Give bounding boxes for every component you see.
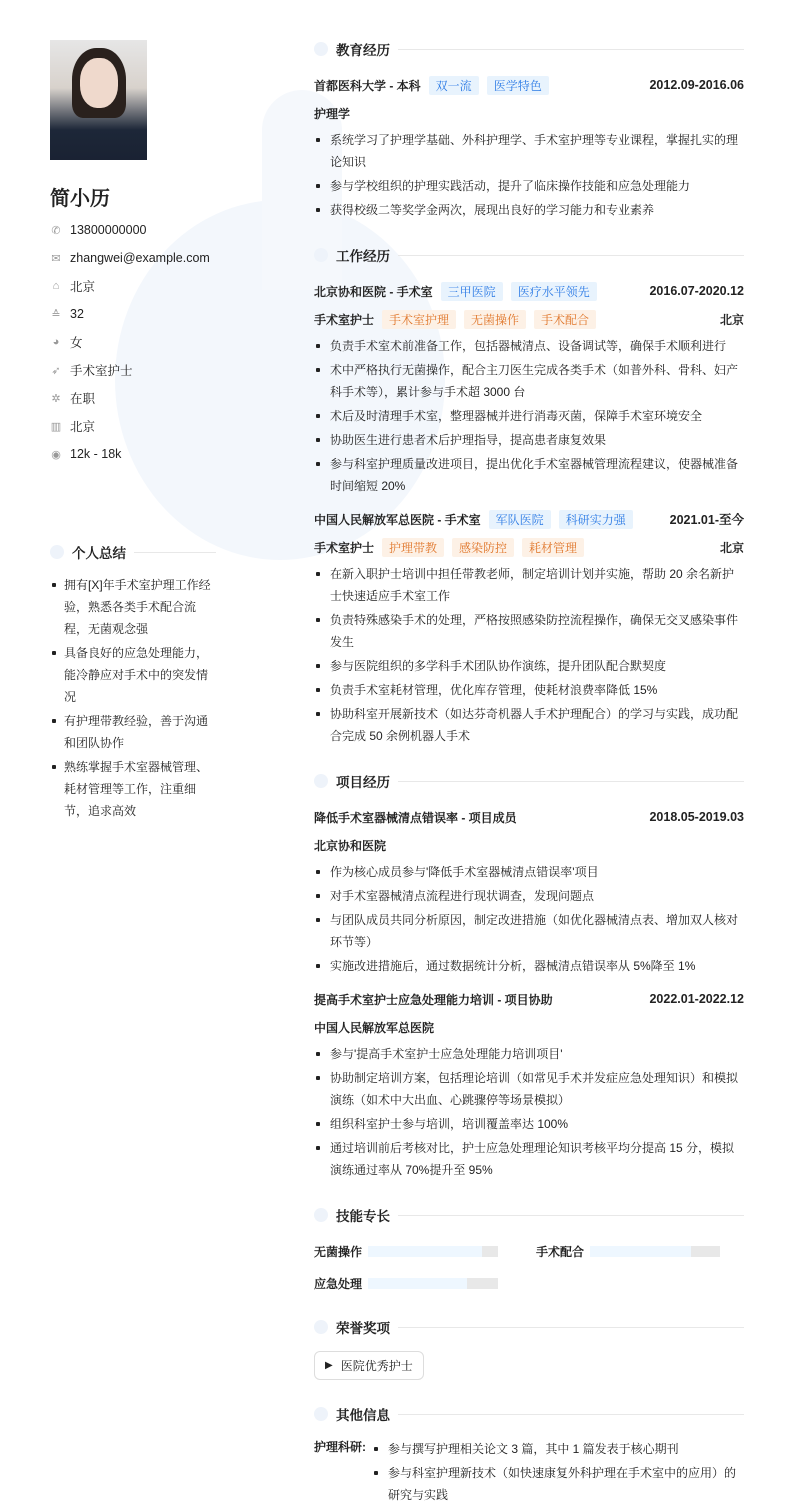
- section-work: [314, 243, 744, 747]
- award-label: 医院优秀护士: [340, 1359, 413, 1373]
- mail-icon: ✉: [51, 252, 61, 265]
- profile-photo: [50, 40, 147, 160]
- bullet-item: 负责手术室耗材管理，优化库存管理，使耗材浪费率降低 15%: [314, 679, 744, 701]
- tag: 双一流: [429, 76, 479, 95]
- skill-bar-fill: [368, 1278, 467, 1289]
- skill-bar: [368, 1278, 498, 1289]
- skill-name: 无菌操作: [314, 1244, 363, 1259]
- award-item[interactable]: [314, 1351, 424, 1380]
- tag: 医疗水平领先: [511, 282, 597, 301]
- entry: [314, 73, 744, 221]
- entry-bullets: [314, 1043, 744, 1181]
- contact-item: [50, 300, 216, 328]
- section-dot-icon: [314, 42, 328, 56]
- bullet-item: 系统学习了护理学基础、外科护理学、手术室护理等专业课程，掌握扎实的理论知识: [314, 129, 744, 173]
- entry-header: [314, 987, 744, 1011]
- skill-bar: [368, 1246, 498, 1257]
- entry-header: [314, 73, 744, 97]
- bullet-item: 参与撰写护理相关论文 3 篇，其中 1 篇发表于核心期刊: [372, 1438, 744, 1460]
- entry-subheader: [314, 1015, 744, 1039]
- section-header-other: [314, 1402, 744, 1426]
- contact-item: [50, 440, 216, 468]
- gender-icon: ◕: [52, 336, 60, 348]
- summary-item: 拥有[X]年手术室护理工作经验，熟悉各类手术配合流程，无菌观念强: [50, 574, 216, 640]
- section-header-education: [314, 37, 744, 61]
- candidate-name: 简小历: [50, 188, 110, 210]
- bullet-item: 协助制定培训方案，包括理论培训（如常见手术并发症应急处理知识）和模拟演练（如术中大出血、心跳骤停等场景模拟）: [314, 1067, 744, 1111]
- section-title: 技能专长: [336, 1209, 390, 1224]
- section-header-work: [314, 243, 744, 267]
- entry-title: 北京协和医院 - 手术室: [314, 284, 433, 299]
- entry-header: [314, 805, 744, 829]
- contact-item: [50, 384, 216, 412]
- building-icon: ▥: [50, 420, 62, 433]
- entry-title: 中国人民解放军总医院 - 手术室: [314, 512, 481, 527]
- divider: [398, 781, 744, 782]
- contact-value: zhangwei@example.com: [70, 251, 210, 265]
- entry-date: 2022.01-2022.12: [649, 992, 744, 1006]
- section-title: 个人总结: [72, 546, 126, 561]
- bullet-item: 对手术室器械清点流程进行现状调查，发现问题点: [314, 885, 744, 907]
- divider: [134, 552, 216, 553]
- entry-location: 北京: [719, 312, 744, 327]
- tag: 无菌操作: [464, 310, 526, 329]
- bullet-item: 与团队成员共同分析原因，制定改进措施（如优化器械清点表、增加双人核对环节等）: [314, 909, 744, 953]
- entry: [314, 987, 744, 1181]
- bullet-item: 参与医院组织的多学科手术团队协作演练，提升团队配合默契度: [314, 655, 744, 677]
- section-title: 教育经历: [336, 43, 390, 58]
- tag: 耗材管理: [522, 538, 584, 557]
- main-content: [314, 37, 744, 1508]
- status-icon: ✲: [51, 392, 61, 405]
- bullet-item: 负责手术室术前准备工作，包括器械清点、设备调试等，确保手术顺利进行: [314, 335, 744, 357]
- entry-bullets: [314, 129, 744, 221]
- contact-value: 北京: [70, 280, 96, 294]
- skills-grid: [314, 1239, 744, 1295]
- tag: 科研实力强: [559, 510, 633, 529]
- section-header-summary: [50, 540, 216, 564]
- contact-item: [50, 356, 216, 384]
- contact-value: 女: [70, 336, 83, 350]
- other-list: [372, 1438, 744, 1508]
- section-dot-icon: [50, 545, 64, 559]
- other-label: 护理科研:: [314, 1440, 366, 1454]
- entry-date: 2016.07-2020.12: [649, 284, 744, 298]
- bullet-item: 参与科室护理质量改进项目，提出优化手术室器械管理流程建议，使器械准备时间缩短 20%: [314, 453, 744, 497]
- summary-item: 有护理带教经验，善于沟通和团队协作: [50, 710, 216, 754]
- skill-name: 手术配合: [536, 1244, 585, 1259]
- entry-subtitle: 护理学: [314, 106, 351, 121]
- divider: [398, 1215, 744, 1216]
- skill-item: [314, 1239, 536, 1263]
- bullet-item: 实施改进措施后，通过数据统计分析，器械清点错误率从 5%降至 1%: [314, 955, 744, 977]
- summary-item: 具备良好的应急处理能力，能冷静应对手术中的突发情况: [50, 642, 216, 708]
- bullet-item: 通过培训前后考核对比，护士应急处理理论知识考核平均分提高 15 分，模拟演练通过率从 70%提升至 95%: [314, 1137, 744, 1181]
- section-dot-icon: [314, 1208, 328, 1222]
- sidebar: [50, 40, 216, 824]
- contact-item: [50, 328, 216, 356]
- section-dot-icon: [314, 774, 328, 788]
- section-header-skills: [314, 1203, 744, 1227]
- skill-bar-fill: [590, 1246, 691, 1257]
- contact-value: 13800000000: [70, 223, 147, 237]
- contact-value: 手术室护士: [70, 364, 133, 378]
- bullet-item: 在新入职护士培训中担任带教老师，制定培训计划并实施，帮助 20 余名新护士快速适应手术室工作: [314, 563, 744, 607]
- section-title: 工作经历: [336, 249, 390, 264]
- contact-list: [50, 216, 216, 468]
- bullet-item: 参与科室护理新技术（如快速康复外科护理在手术室中的应用）的研究与实践: [372, 1462, 744, 1506]
- bullet-item: 协助科室开展新技术（如达芬奇机器人手术护理配合）的学习与实践，成功配合完成 50 余例机器人手术: [314, 703, 744, 747]
- entry: [314, 805, 744, 977]
- entry-header: [314, 507, 744, 531]
- section-dot-icon: [314, 1407, 328, 1421]
- entry-subheader: [314, 535, 744, 559]
- tag: 护理带教: [382, 538, 444, 557]
- section-header-awards: [314, 1315, 744, 1339]
- divider: [398, 255, 744, 256]
- skill-bar-fill: [368, 1246, 482, 1257]
- bullet-item: 负责特殊感染手术的处理，严格按照感染防控流程操作，确保无交叉感染事件发生: [314, 609, 744, 653]
- home-icon: ⌂: [52, 280, 60, 292]
- skill-name: 应急处理: [314, 1276, 363, 1291]
- bullet-item: 组织科室护士参与培训，培训覆盖率达 100%: [314, 1113, 744, 1135]
- section-title: 项目经历: [336, 775, 390, 790]
- contact-value: 12k - 18k: [70, 447, 122, 461]
- contact-item: [50, 412, 216, 440]
- bullet-item: 参与'提高手术室护士应急处理能力培训项目': [314, 1043, 744, 1065]
- section-projects: [314, 769, 744, 1181]
- entry: [314, 279, 744, 497]
- salary-icon: ◉: [51, 448, 61, 461]
- entry: [314, 507, 744, 747]
- phone-icon: ✆: [51, 224, 61, 237]
- entry-subtitle: 手术室护士: [314, 312, 375, 327]
- skill-item: [314, 1271, 536, 1295]
- tag: 三甲医院: [441, 282, 503, 301]
- tag: 军队医院: [489, 510, 551, 529]
- bullet-item: 术中严格执行无菌操作，配合主刀医生完成各类手术（如普外科、骨科、妇产科手术等），累计参与手术超 3000 台: [314, 359, 744, 403]
- skill-bar: [590, 1246, 720, 1257]
- tag: 医学特色: [487, 76, 549, 95]
- bullet-item: 参与学校组织的护理实践活动，提升了临床操作技能和应急处理能力: [314, 175, 744, 197]
- contact-value: 在职: [70, 392, 96, 406]
- section-header-projects: [314, 769, 744, 793]
- entry-title: 提高手术室护士应急处理能力培训 - 项目协助: [314, 992, 553, 1007]
- entry-date: 2012.09-2016.06: [649, 78, 744, 92]
- bullet-item: 术后及时清理手术室，整理器械并进行消毒灭菌，保障手术室环境安全: [314, 405, 744, 427]
- entry-date: 2021.01-至今: [669, 513, 744, 527]
- contact-value: 北京: [70, 420, 96, 434]
- entry-subtitle: 北京协和医院: [314, 838, 387, 853]
- divider: [398, 1327, 744, 1328]
- contact-item: [50, 244, 216, 272]
- entry-subheader: [314, 101, 744, 125]
- tag: 手术室护理: [382, 310, 456, 329]
- tag: 感染防控: [452, 538, 514, 557]
- section-dot-icon: [314, 248, 328, 262]
- bullet-item: 获得校级二等奖学金两次，展现出良好的学习能力和专业素养: [314, 199, 744, 221]
- play-icon: ▶: [325, 1360, 333, 1371]
- divider: [398, 49, 744, 50]
- section-dot-icon: [314, 1320, 328, 1334]
- tag: 手术配合: [534, 310, 596, 329]
- skill-item: [536, 1239, 744, 1263]
- bullet-item: 作为核心成员参与'降低手术室器械清点错误率'项目: [314, 861, 744, 883]
- bullet-item: 协助医生进行患者术后护理指导，提高患者康复效果: [314, 429, 744, 451]
- other-group: [314, 1438, 744, 1508]
- summary-list: [50, 574, 216, 822]
- entry-bullets: [314, 335, 744, 497]
- entry-location: 北京: [719, 540, 744, 555]
- entry-header: [314, 279, 744, 303]
- contact-value: 32: [70, 307, 84, 321]
- entry-title: 降低手术室器械清点错误率 - 项目成员: [314, 810, 517, 825]
- entry-bullets: [314, 861, 744, 977]
- entry-subheader: [314, 307, 744, 331]
- section-title: 其他信息: [336, 1408, 390, 1423]
- entry-subheader: [314, 833, 744, 857]
- entry-bullets: [314, 563, 744, 747]
- entry-subtitle: 手术室护士: [314, 540, 375, 555]
- section-title: 荣誉奖项: [336, 1321, 390, 1336]
- section-education: [314, 37, 744, 221]
- contact-item: [50, 272, 216, 300]
- entry-date: 2018.05-2019.03: [649, 810, 744, 824]
- summary-item: 熟练掌握手术室器械管理、耗材管理等工作，注重细节，追求高效: [50, 756, 216, 822]
- entry-title: 首都医科大学 - 本科: [314, 78, 421, 93]
- entry-subtitle: 中国人民解放军总医院: [314, 1020, 435, 1035]
- contact-item: [50, 216, 216, 244]
- send-icon: ➶: [51, 364, 61, 377]
- cake-icon: ≙: [51, 308, 61, 321]
- divider: [398, 1414, 744, 1415]
